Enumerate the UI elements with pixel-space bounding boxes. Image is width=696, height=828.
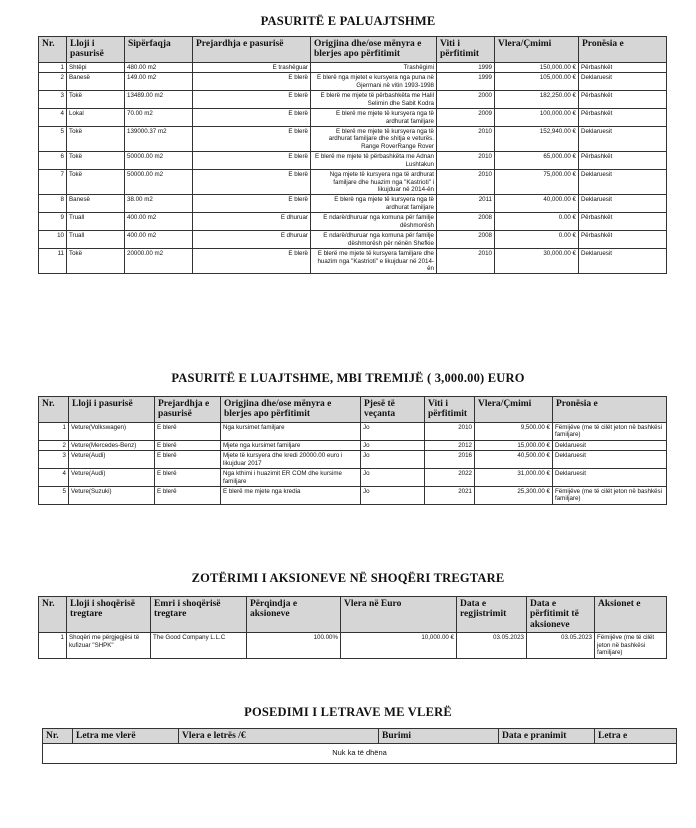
table-cell: Deklaruesit (553, 469, 667, 487)
column-header: Viti i përfitimit (437, 37, 495, 63)
table-cell: 1 (39, 422, 69, 440)
table-cell: Përbashkët (579, 213, 667, 231)
table-cell: E blerë nga mjete të kursyera nga të ardhurat familjare (311, 195, 437, 213)
table-cell: 139000.37 m2 (125, 126, 193, 151)
table-cell: Deklaruesit (579, 170, 667, 195)
table-cell: 20000.00 m2 (125, 249, 193, 274)
table-cell: Veture(Audi) (69, 451, 155, 469)
table-cell: Deklaruesit (553, 440, 667, 450)
table-cell: Mjete të kursyera dhe kredi 20000.00 euro i likujduar 2017 (221, 451, 361, 469)
immovable-section-title: PASURITË E PALUAJTSHME (260, 14, 436, 28)
table-header-row (39, 37, 667, 63)
column-header: Data e përfitimit të aksioneve (527, 597, 595, 633)
table-cell: E blerë (155, 469, 221, 487)
table-cell: E blerë me mjete të kursyera nga të ardhurat familjare (311, 109, 437, 127)
table-cell: Tokë (67, 152, 125, 170)
table-cell: 2009 (437, 109, 495, 127)
table-cell: 2010 (437, 170, 495, 195)
table-cell: E ndarë/dhuruar nga komuna për familje dëshmorësh (311, 213, 437, 231)
column-header: Nr. (39, 597, 67, 633)
table-cell: 400.00 m2 (125, 213, 193, 231)
table-cell: 40,000.00 € (495, 195, 579, 213)
table-cell: 2008 (437, 231, 495, 249)
table-cell: Fëmijëve (me të cilët jeton në bashkësi familjare) (553, 486, 667, 504)
table-row (39, 126, 667, 151)
table-cell: Përbashkët (579, 231, 667, 249)
table-cell: 11 (39, 249, 67, 274)
securities-table (42, 728, 677, 764)
table-cell: 1999 (437, 73, 495, 91)
table-cell: Truall (67, 213, 125, 231)
table-cell: 1 (39, 633, 67, 658)
column-header: Data e pranimit (499, 729, 595, 744)
table-cell: E blerë (193, 109, 311, 127)
immovable-assets-table (38, 36, 667, 274)
table-cell: E blerë (155, 422, 221, 440)
table-cell: E blerë me mjete të përbashkëta me Halil Selimin dhe Sabit Kodra (311, 91, 437, 109)
table-cell: E blerë me mjete të përbashkëta me Adnan Lushtakun (311, 152, 437, 170)
table-cell: E blerë me mjete të kursyera nga të ardhurat familjare dhe shitja e veturës. Range RoverRange Rover (311, 126, 437, 151)
table-row (39, 422, 667, 440)
table-row (39, 249, 667, 274)
column-header: Prejardhja e pasurisë (155, 397, 221, 423)
table-cell: 152,940.00 € (495, 126, 579, 151)
table-cell: 100.00% (247, 633, 341, 658)
table-cell: E blerë me mjete të kursyera familjare dhe huazim nga "Kastrioti" e likujduar në 2014-ën (311, 249, 437, 274)
table-cell: 50000.00 m2 (125, 170, 193, 195)
table-cell: Jo (361, 440, 425, 450)
table-row (43, 744, 677, 764)
table-cell: 480.00 m2 (125, 62, 193, 72)
table-row (39, 73, 667, 91)
shares-section-title: ZOTËRIMI I AKSIONEVE NË SHOQËRI TREGTARE (191, 571, 505, 585)
table-cell: 25,300.00 € (475, 486, 553, 504)
shares-table (38, 596, 667, 659)
table-cell: 2016 (425, 451, 475, 469)
table-cell: E dhuruar (193, 231, 311, 249)
table-cell: Përbashkët (579, 91, 667, 109)
table-cell: Veture(Suzuki) (69, 486, 155, 504)
movable-assets-table (38, 396, 667, 505)
table-cell: Përbashkët (579, 109, 667, 127)
column-header: Prejardhja e pasurisë (193, 37, 311, 63)
table-cell: 2010 (437, 126, 495, 151)
column-header: Pjesë të veçanta (361, 397, 425, 423)
table-cell: Jo (361, 451, 425, 469)
table-header-row (43, 729, 677, 744)
table-cell: E blerë (193, 73, 311, 91)
column-header: Origjina dhe/ose mënyra e blerjes apo përfitimit (311, 37, 437, 63)
table-cell: Deklaruesit (553, 451, 667, 469)
table-cell: 2 (39, 440, 69, 450)
column-header: Lloji i shoqërisë tregtare (67, 597, 151, 633)
table-cell: 10,000.00 € (341, 633, 457, 658)
table-cell: E trashëguar (193, 62, 311, 72)
table-cell: 6 (39, 152, 67, 170)
table-cell: 10 (39, 231, 67, 249)
table-cell: 70.00 m2 (125, 109, 193, 127)
table-cell: 0.00 € (495, 231, 579, 249)
column-header: Emri i shoqërisë tregtare (151, 597, 247, 633)
table-cell: 3 (39, 91, 67, 109)
table-cell: Banesë (67, 73, 125, 91)
table-cell: 65,000.00 € (495, 152, 579, 170)
table-cell: 4 (39, 109, 67, 127)
table-cell: Nga mjete të kursyera nga të ardhurat familjare dhe huazim nga "Kastrioti" i likujduar në 2014-ën (311, 170, 437, 195)
table-row (39, 170, 667, 195)
table-row (39, 486, 667, 504)
column-header: Viti i përfitimit (425, 397, 475, 423)
column-header: Vlera e letrës /€ (179, 729, 379, 744)
table-cell: Deklaruesit (579, 195, 667, 213)
column-header: Letra me vlerë (73, 729, 179, 744)
table-cell: Fëmijëve (me të cilët jeton në bashkësi familjare) (553, 422, 667, 440)
table-cell: Deklaruesit (579, 249, 667, 274)
table-cell: Truall (67, 231, 125, 249)
table-cell: E blerë (193, 91, 311, 109)
table-cell: Jo (361, 422, 425, 440)
table-cell: 30,000.00 € (495, 249, 579, 274)
table-cell: 2008 (437, 213, 495, 231)
table-cell: E blerë nga mjetet e kursyera nga puna në Gjermani në vitin 1993-1998 (311, 73, 437, 91)
table-row (39, 231, 667, 249)
table-row (39, 440, 667, 450)
table-cell: E blerë (193, 152, 311, 170)
table-row (39, 633, 667, 658)
table-cell: 150,000.00 € (495, 62, 579, 72)
column-header: Nr. (39, 37, 67, 63)
table-cell: E ndarë/dhuruar nga komuna për familje dëshmorësh për nënën Shefkie (311, 231, 437, 249)
table-cell: 40,500.00 € (475, 451, 553, 469)
table-cell: Deklaruesit (579, 73, 667, 91)
table-cell: 7 (39, 170, 67, 195)
table-cell: Tokë (67, 249, 125, 274)
table-cell: 2021 (425, 486, 475, 504)
table-cell: E blerë (193, 249, 311, 274)
table-cell: 149.00 m2 (125, 73, 193, 91)
table-cell: E blerë me mjete nga kredia (221, 486, 361, 504)
column-header: Origjina dhe/ose mënyra e blerjes apo përfitimit (221, 397, 361, 423)
table-cell: 75,000.00 € (495, 170, 579, 195)
table-header-row (39, 397, 667, 423)
table-cell: 1999 (437, 62, 495, 72)
table-row (39, 152, 667, 170)
table-cell: 2000 (437, 91, 495, 109)
table-cell: Jo (361, 469, 425, 487)
table-cell: Veture(Volkswagen) (69, 422, 155, 440)
table-row (39, 195, 667, 213)
table-row (39, 91, 667, 109)
no-data-message: Nuk ka të dhëna (43, 744, 677, 764)
table-cell: 1 (39, 62, 67, 72)
table-cell: 2010 (425, 422, 475, 440)
table-cell: 2011 (437, 195, 495, 213)
table-cell: E blerë (193, 195, 311, 213)
letters-section-title: POSEDIMI I LETRAVE ME VLERË (244, 705, 452, 719)
table-cell: 182,250.00 € (495, 91, 579, 109)
table-cell: E blerë (155, 486, 221, 504)
column-header: Vlera në Euro (341, 597, 457, 633)
table-row (39, 451, 667, 469)
table-cell: Fëmijëve (me të cilët jeton në bashkësi familjare) (595, 633, 667, 658)
table-cell: E blerë (155, 440, 221, 450)
table-cell: 2022 (425, 469, 475, 487)
column-header: Data e regjistrimit (457, 597, 527, 633)
table-cell: Nga kthimi i huazimit ER COM dhe kursime familjare (221, 469, 361, 487)
table-cell: Tokë (67, 126, 125, 151)
table-cell: 15,000.00 € (475, 440, 553, 450)
table-cell: 03.05.2023 (527, 633, 595, 658)
table-cell: 5 (39, 126, 67, 151)
table-row (39, 469, 667, 487)
table-cell: Deklaruesit (579, 126, 667, 151)
table-cell: E dhuruar (193, 213, 311, 231)
table-cell: 3 (39, 451, 69, 469)
table-cell: 50000.00 m2 (125, 152, 193, 170)
column-header: Aksionet e (595, 597, 667, 633)
movable-section-title: PASURITË E LUAJTSHME, MBI TREMIJË ( 3,000.00) EURO (171, 371, 525, 385)
column-header: Përqindja e aksioneve (247, 597, 341, 633)
table-row (39, 62, 667, 72)
table-cell: 9 (39, 213, 67, 231)
column-header: Lloji i pasurisë (67, 37, 125, 63)
table-cell: 100,000.00 € (495, 109, 579, 127)
column-header: Letra e (595, 729, 677, 744)
table-cell: 9,500.00 € (475, 422, 553, 440)
table-row (39, 213, 667, 231)
table-cell: Mjete nga kursimet familjare (221, 440, 361, 450)
table-cell: The Good Company L.L.C (151, 633, 247, 658)
table-header-row (39, 597, 667, 633)
table-cell: 400.00 m2 (125, 231, 193, 249)
table-cell: 0.00 € (495, 213, 579, 231)
table-row (39, 109, 667, 127)
table-cell: 5 (39, 486, 69, 504)
table-cell: Shoqëri me përgjegjësi të kufizuar "SHPK" (67, 633, 151, 658)
table-cell: Lokal (67, 109, 125, 127)
column-header: Sipërfaqja (125, 37, 193, 63)
column-header: Vlera/Çmimi (475, 397, 553, 423)
table-cell: 03.05.2023 (457, 633, 527, 658)
table-cell: Banesë (67, 195, 125, 213)
table-cell: Tokë (67, 91, 125, 109)
column-header: Lloji i pasurisë (69, 397, 155, 423)
table-cell: Tokë (67, 170, 125, 195)
table-cell: 38.00 m2 (125, 195, 193, 213)
column-header: Burimi (379, 729, 499, 744)
table-cell: Nga kursimet familjare (221, 422, 361, 440)
table-cell: E blerë (193, 170, 311, 195)
table-cell: Përbashkët (579, 152, 667, 170)
table-cell: E blerë (155, 451, 221, 469)
table-cell: Shtëpi (67, 62, 125, 72)
table-cell: 2010 (437, 152, 495, 170)
table-cell: Veture(Audi) (69, 469, 155, 487)
table-cell: 31,000.00 € (475, 469, 553, 487)
column-header: Nr. (39, 397, 69, 423)
column-header: Nr. (43, 729, 73, 744)
column-header: Pronësia e (553, 397, 667, 423)
table-cell: 105,000.00 € (495, 73, 579, 91)
table-cell: 4 (39, 469, 69, 487)
table-cell: 2012 (425, 440, 475, 450)
table-cell: Trashëgimi (311, 62, 437, 72)
table-cell: E blerë (193, 126, 311, 151)
table-cell: 2010 (437, 249, 495, 274)
table-cell: Jo (361, 486, 425, 504)
column-header: Pronësia e (579, 37, 667, 63)
table-cell: Përbashkët (579, 62, 667, 72)
table-cell: Veture(Mercedes-Benz) (69, 440, 155, 450)
column-header: Vlera/Çmimi (495, 37, 579, 63)
table-cell: 8 (39, 195, 67, 213)
table-cell: 13489.00 m2 (125, 91, 193, 109)
table-cell: 2 (39, 73, 67, 91)
